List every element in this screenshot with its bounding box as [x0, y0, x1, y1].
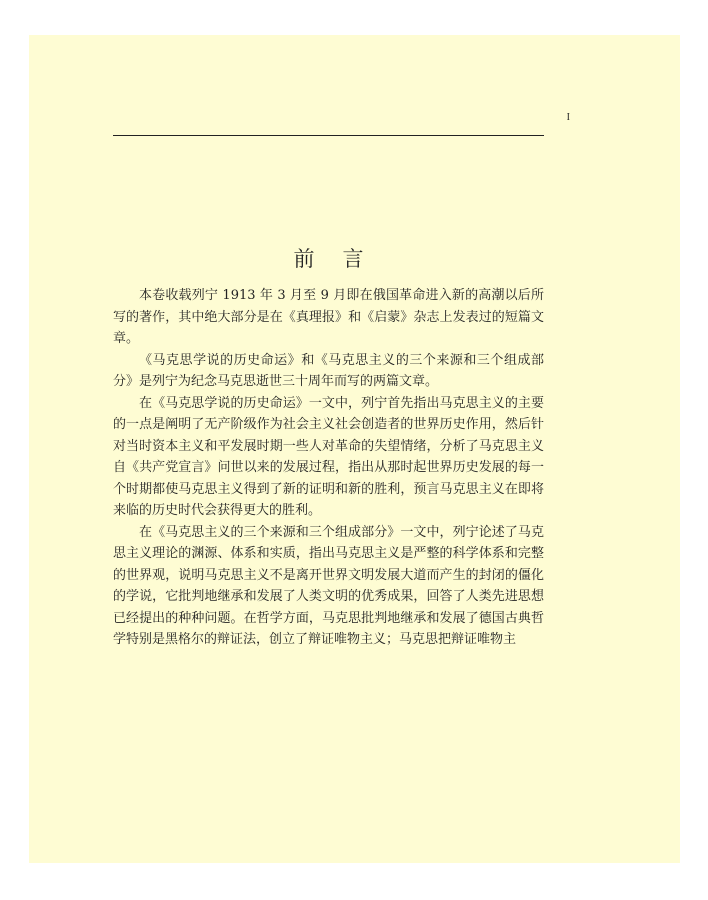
paragraph: 在《马克思学说的历史命运》一文中，列宁首先指出马克思主义的主要的一点是阐明了无产阶级作为社会主义社会创造者的世界历史作用，然后针对当时资本主义和平发展时期一些人对革命的失望情绪，分析了马克思主义自《共产党宣言》问世以来的发展过程，指出从那时起世界历史发展的每一个时期都使马克思主义得到了新的证明和新的胜利，预言马克思主义在即将来临的历史时代会获得更大的胜利。	[113, 395, 544, 518]
title-char: 前	[293, 247, 315, 271]
chapter-title	[113, 243, 544, 273]
title-char: 言	[342, 247, 364, 271]
paragraph: 本卷收载列宁 1913 年 3 月至 9 月即在俄国革命进入新的高潮以后所写的著作，其中绝大部分是在《真理报》和《启蒙》杂志上发表过的短篇文章。	[113, 288, 544, 346]
paragraph: 《马克思学说的历史命运》和《马克思主义的三个来源和三个组成部分》是列宁为纪念马克思逝世三十周年而写的两篇文章。	[113, 352, 544, 389]
page-number: I	[566, 112, 570, 123]
paragraph: 在《马克思主义的三个来源和三个组成部分》一文中，列宁论述了马克思主义理论的渊源、体系和实质，指出马克思主义是严整的科学体系和完整的世界观，说明马克思主义不是离开世界文明发展大道而产生的封闭的僵化的学说，它批判地继承和发展了人类文明的优秀成果，回答了人类先进思想已经提出的种种问题。在哲学方面，马克思批判地继承和发展了德国古典哲学特别是黑格尔的辩证法，创立了辩证唯物主义；马克思把辩证唯物主	[113, 524, 544, 647]
body-text	[113, 285, 544, 651]
header-rule	[113, 135, 544, 136]
